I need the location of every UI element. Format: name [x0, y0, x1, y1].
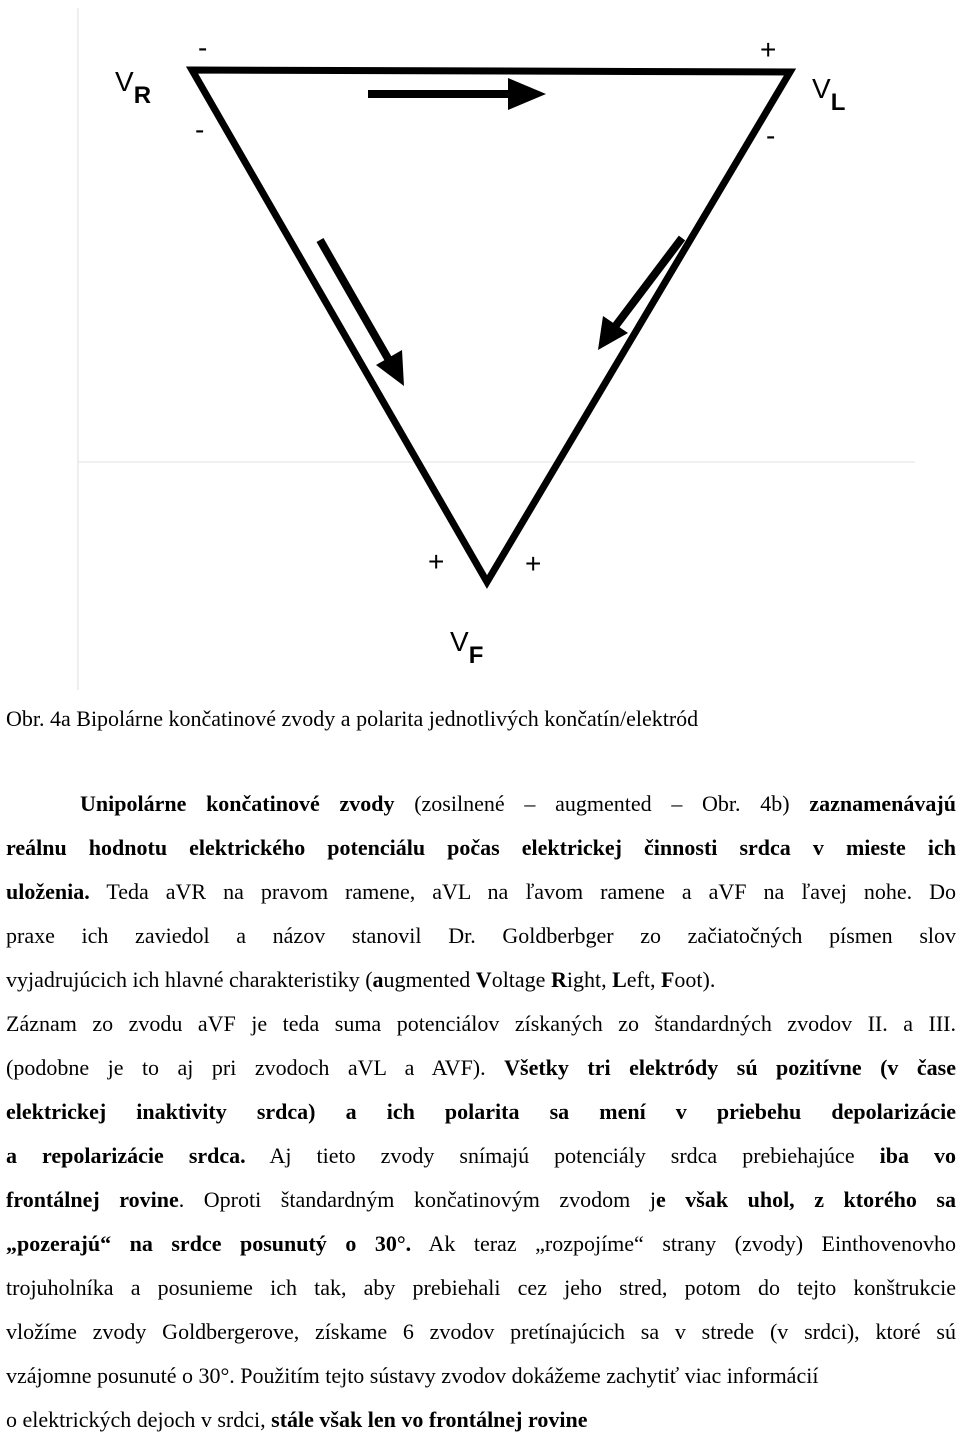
paragraph-line [6, 1266, 956, 1310]
text-bold: F [660, 967, 675, 992]
vl-label-sub: L [830, 89, 846, 116]
text-bold: L [612, 967, 627, 992]
text-bold: zaznamenávajú [809, 791, 956, 816]
text-span: vzájomne posunuté o 30°. Použitím tejto sústavy zvodov dokážeme zachytiť viac informácií [6, 1363, 819, 1388]
paragraph-line [6, 1354, 956, 1398]
vr-label-main: V [115, 66, 134, 97]
text-span: ight, [566, 967, 613, 992]
vl-label-main: V [812, 73, 831, 104]
text-span: (zosilnené – augmented – Obr. 4b) [394, 791, 810, 816]
sign-bottom-right: + [525, 548, 542, 579]
vf-label-main: V [450, 626, 469, 657]
text-bold: reálnu hodnotu elektrického potenciálu počas elektrickej činnosti srdca v mieste ich [6, 835, 956, 860]
einthoven-triangle-figure [0, 0, 960, 700]
vr-electrode-label [115, 66, 152, 109]
paragraph-line [80, 782, 956, 826]
einthoven-triangle [192, 70, 790, 582]
text-span: oltage [491, 967, 551, 992]
vl-electrode-label [812, 73, 846, 116]
paragraph-line [6, 1310, 956, 1354]
text-span: Teda aVR na pravom ramene, aVL na ľavom ramene a aVF na ľavej nohe. Do [89, 879, 956, 904]
text-bold: a [372, 967, 384, 992]
figure-caption: Obr. 4a Bipolárne končatinové zvody a polarita jednotlivých končatín/elektród [6, 706, 699, 731]
text-bold: Unipolárne končatinové zvody [80, 791, 395, 816]
sign-top-left-inner: - [195, 114, 205, 145]
text-span: vložíme zvody Goldbergerove, získame 6 zvodov pretínajúcich sa v strede (v srdci), ktoré sú [6, 1319, 956, 1344]
text-span: Ak teraz „rozpojíme“ strany (zvody) Einthovenovho [411, 1231, 956, 1256]
text-bold: V [475, 967, 492, 992]
text-bold: elektrickej inaktivity srdca) a ich polarita sa mení v priebehu depolarizácie [6, 1099, 956, 1124]
paragraph-line [6, 1134, 956, 1178]
text-bold: a repolarizácie srdca. [6, 1143, 246, 1168]
text-bold: stále však len vo frontálnej rovine [271, 1407, 588, 1432]
text-bold: frontálnej rovine [6, 1187, 179, 1212]
text-span: ugmented [383, 967, 476, 992]
text-span: o elektrických dejoch v srdci, [6, 1407, 272, 1432]
lead-iii-arrow [598, 238, 682, 350]
text-span: trojuholníka a posunieme ich tak, aby prebiehali cez jeho stred, potom do tejto konštrukcie [6, 1275, 956, 1300]
sign-top-left-outer: - [198, 32, 208, 63]
paragraph-line [6, 826, 956, 870]
paragraph-line [6, 914, 956, 958]
paragraph-line [6, 958, 956, 1002]
text-bold: uloženia. [6, 879, 90, 904]
sign-top-right-inner: - [766, 120, 776, 151]
text-span: Aj tieto zvody snímajú potenciály srdca prebiehajúce [245, 1143, 880, 1168]
paragraph-line [6, 870, 956, 914]
text-span: Záznam zo zvodu aVF je teda suma potenciálov získaných zo štandardných zvodov II. a III. [6, 1011, 956, 1036]
vr-label-sub: R [133, 82, 152, 109]
text-bold: R [550, 967, 567, 992]
vf-label-sub: F [468, 642, 484, 669]
paragraph-line [6, 1002, 956, 1046]
paragraph-line [6, 1178, 956, 1222]
vf-electrode-label [450, 626, 484, 669]
sign-bottom-left: + [428, 546, 445, 577]
text-span: (podobne je to aj pri zvodoch aVL a AVF). [6, 1055, 505, 1080]
text-bold: Všetky tri elektródy sú pozitívne (v čase [504, 1055, 956, 1080]
lead-i-arrow [368, 78, 546, 110]
sign-top-right-outer: + [760, 34, 777, 65]
paragraph-line [6, 1046, 956, 1090]
paragraph-line [6, 1222, 956, 1266]
text-bold: e však uhol, z ktorého sa [655, 1187, 956, 1212]
text-span: vyjadrujúcich ich hlavné charakteristiky ( [6, 967, 373, 992]
paragraph-line [6, 1398, 956, 1442]
text-span: . Oproti štandardným končatinovým zvodom j [178, 1187, 656, 1212]
text-bold: „pozerajú“ na srdce posunutý o 30°. [6, 1231, 412, 1256]
paragraph-line [6, 1090, 956, 1134]
text-span: eft, [626, 967, 661, 992]
text-bold: iba vo [879, 1143, 956, 1168]
text-span: oot). [674, 967, 716, 992]
text-span: praxe ich zaviedol a názov stanovil Dr. Goldberbger zo začiatočných písmen slov [6, 923, 956, 948]
